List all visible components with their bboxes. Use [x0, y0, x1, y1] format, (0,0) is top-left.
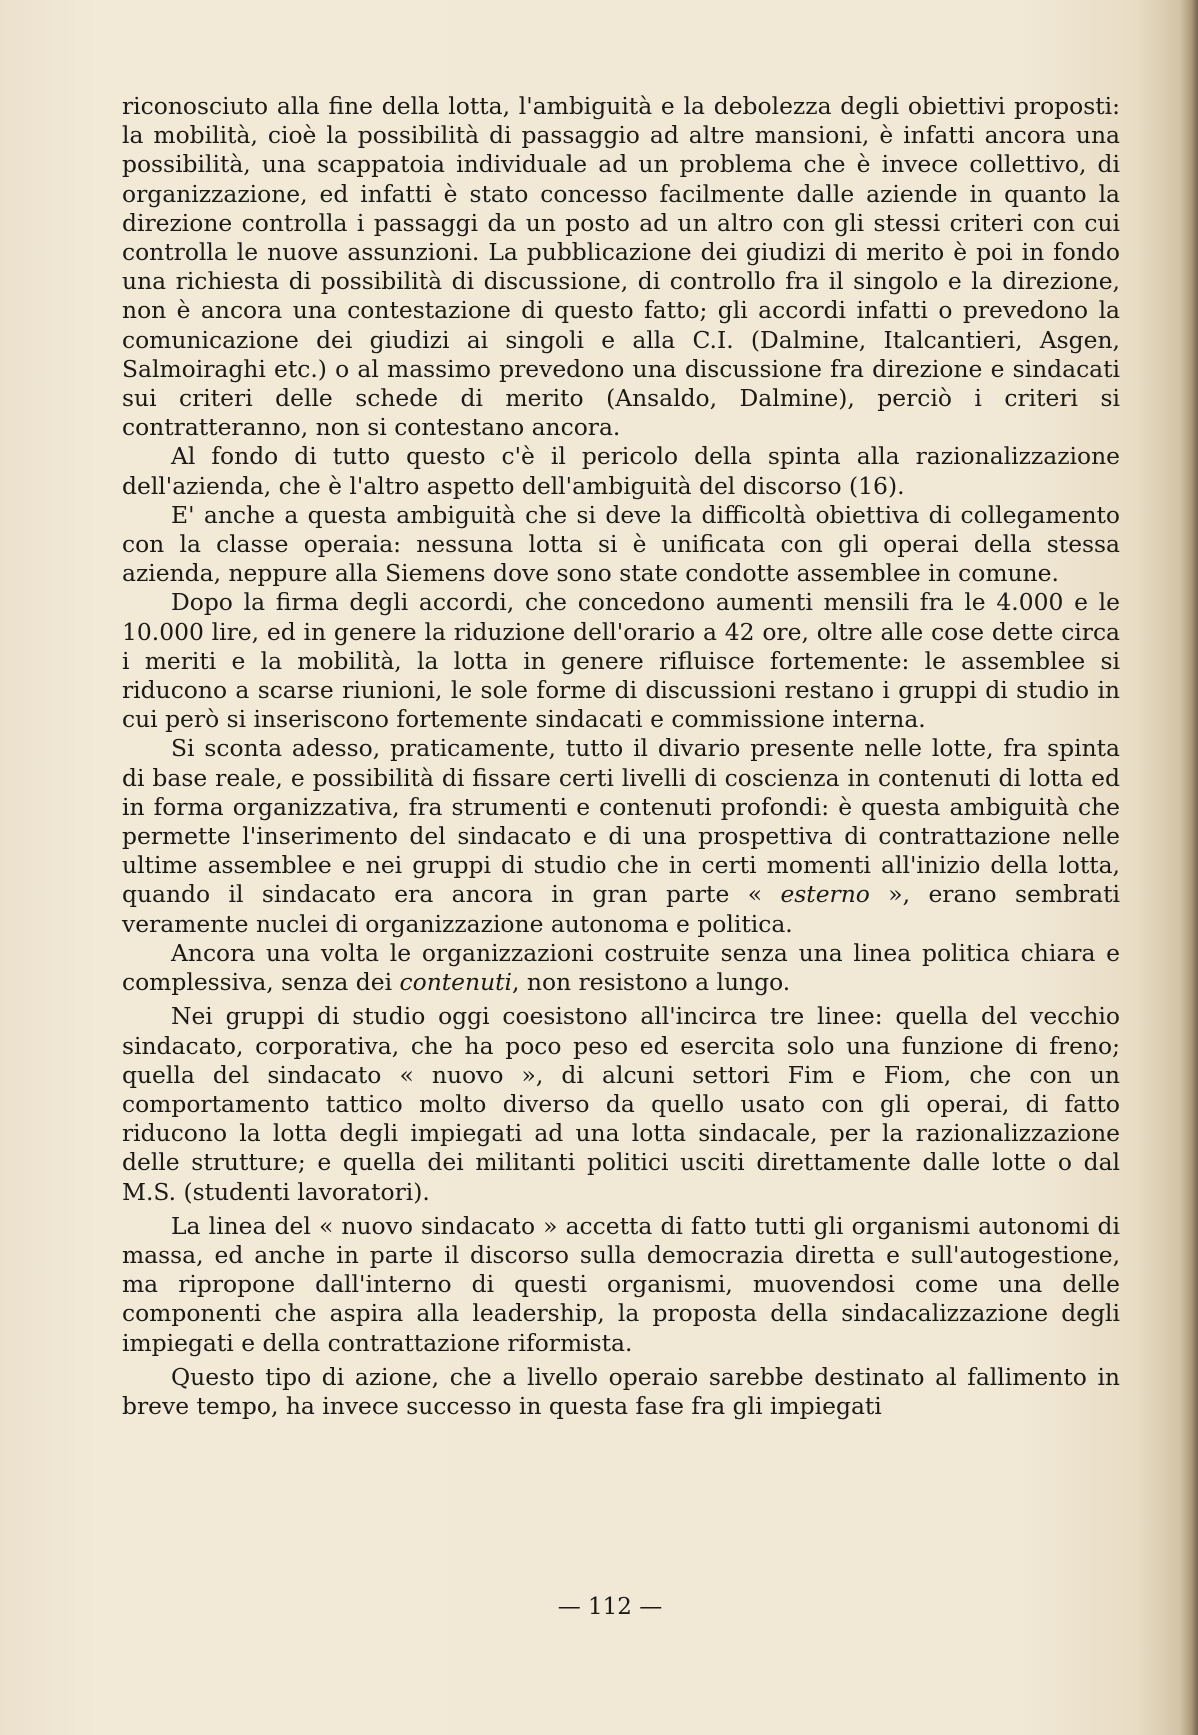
paragraph-text: La linea del « nuovo sindacato » accetta di fatto tutti gli organismi autonomi di massa, ed anche in parte il discorso sulla democrazia diretta e sull'autogestione, ma ripropone dall'interno di questi organismi, muovendosi come una delle componenti che aspira alla leadership, la proposta della sindacalizzazione degli impiegati e della contrattazione riformista.: [122, 1211, 1120, 1357]
paragraph-text: E' anche a questa ambiguità che si deve la difficoltà obiettiva di collegamento con la classe operaia: nessuna lotta si è unificata con gli operai della stessa azienda, neppure alla Siemens dove sono state condotte assemblee in comune.: [122, 500, 1120, 588]
page-number: — 112 —: [557, 1594, 663, 1620]
body-text: [122, 92, 1120, 1421]
paragraph-3: [122, 501, 1120, 589]
paragraph-text: Questo tipo di azione, che a livello operaio sarebbe destinato al fallimento in breve tempo, ha invece successo in questa fase fra gli impiegati: [122, 1362, 1120, 1420]
paragraph-text: Al fondo di tutto questo c'è il pericolo della spinta alla razionalizzazione dell'azienda, che è l'altro aspetto dell'ambiguità del discorso (16).: [122, 442, 1120, 500]
paragraph-text: , non resistono a lungo.: [512, 968, 791, 997]
paragraph-text: Si sconta adesso, praticamente, tutto il divario presente nelle lotte, fra spinta di base reale, e possibilità di fissare certi livelli di coscienza in contenuti di lotta ed in forma organizzativa, fra strumenti e contenuti profondi: è questa ambiguità che permette l'inserimento del sindacato e di una prospettiva di contrattazione nelle ultime assemblee e nei gruppi di studio che in certi momenti all'inizio della lotta, quando il sindacato era ancora in gran parte «: [122, 734, 1120, 909]
paragraph-2: [122, 442, 1120, 500]
paragraph-9: [122, 1363, 1120, 1421]
paragraph-text: Nei gruppi di studio oggi coesistono all'incirca tre linee: quella del vecchio sindacato, corporativa, che ha poco peso ed esercita solo una funzione di freno; quella del sindacato « nuovo », di alcuni settori Fim e Fiom, che con un comportamento tattico molto diverso da quello usato con gli operai, di fatto riducono la lotta degli impiegati ad una lotta sindacale, per la razionalizzazione delle strutture; e quella dei militanti politici usciti direttamente dalle lotte o dal M.S. (studenti lavoratori).: [122, 1002, 1120, 1206]
paragraph-text: riconosciuto alla fine della lotta, l'ambiguità e la debolezza degli obiettivi proposti: la mobilità, cioè la possibilità di passaggio ad altre mansioni, è infatti ancora una possibilità, una scappatoia individuale ad un problema che è invece collettivo, di organizzazione, ed infatti è stato concesso facilmente dalle aziende in quanto la direzione controlla i passaggi da un posto ad un altro con gli stessi criteri con cui controlla le nuove assunzioni. La pubblicazione dei giudizi di merito è poi in fondo una richiesta di possibilità di discussione, di controllo fra il singolo e la direzione, non è ancora una contestazione di questo fatto; gli accordi infatti o prevedono la comunicazione dei giudizi ai singoli e alla C.I. (Dalmine, Italcantieri, Asgen, Salmoiraghi etc.) o al massimo prevedono una discussione fra direzione e sindacati sui criteri delle schede di merito (Ansaldo, Dalmine), perciò i criteri si contratteranno, non si contestano ancora.: [122, 92, 1120, 442]
paragraph-8: [122, 1212, 1120, 1358]
italic-term: contenuti: [399, 968, 513, 997]
paragraph-text: Dopo la firma degli accordi, che concedono aumenti mensili fra le 4.000 e le 10.000 lire, ed in genere la riduzione dell'orario a 42 ore, oltre alle cose dette circa i meriti e la mobilità, la lotta in genere rifluisce fortemente: le assemblee si riducono a scarse riunioni, le sole forme di discussioni restano i gruppi di studio in cui però si inseriscono fortemente sindacati e commissione interna.: [122, 588, 1120, 734]
paragraph-4: [122, 588, 1120, 734]
paragraph-5: [122, 734, 1120, 938]
paragraph-7: [122, 1002, 1120, 1206]
page-edge-shadow: [1180, 0, 1198, 1735]
paragraph-1: [122, 92, 1120, 442]
italic-term: esterno: [780, 880, 870, 909]
paragraph-text: », erano sembrati veramente nuclei di organizzazione autonoma e politica.: [122, 880, 1120, 938]
paragraph-6: [122, 939, 1120, 997]
paragraph-text: Ancora una volta le organizzazioni costruite senza una linea politica chiara e complessiva, senza dei: [122, 938, 1120, 997]
